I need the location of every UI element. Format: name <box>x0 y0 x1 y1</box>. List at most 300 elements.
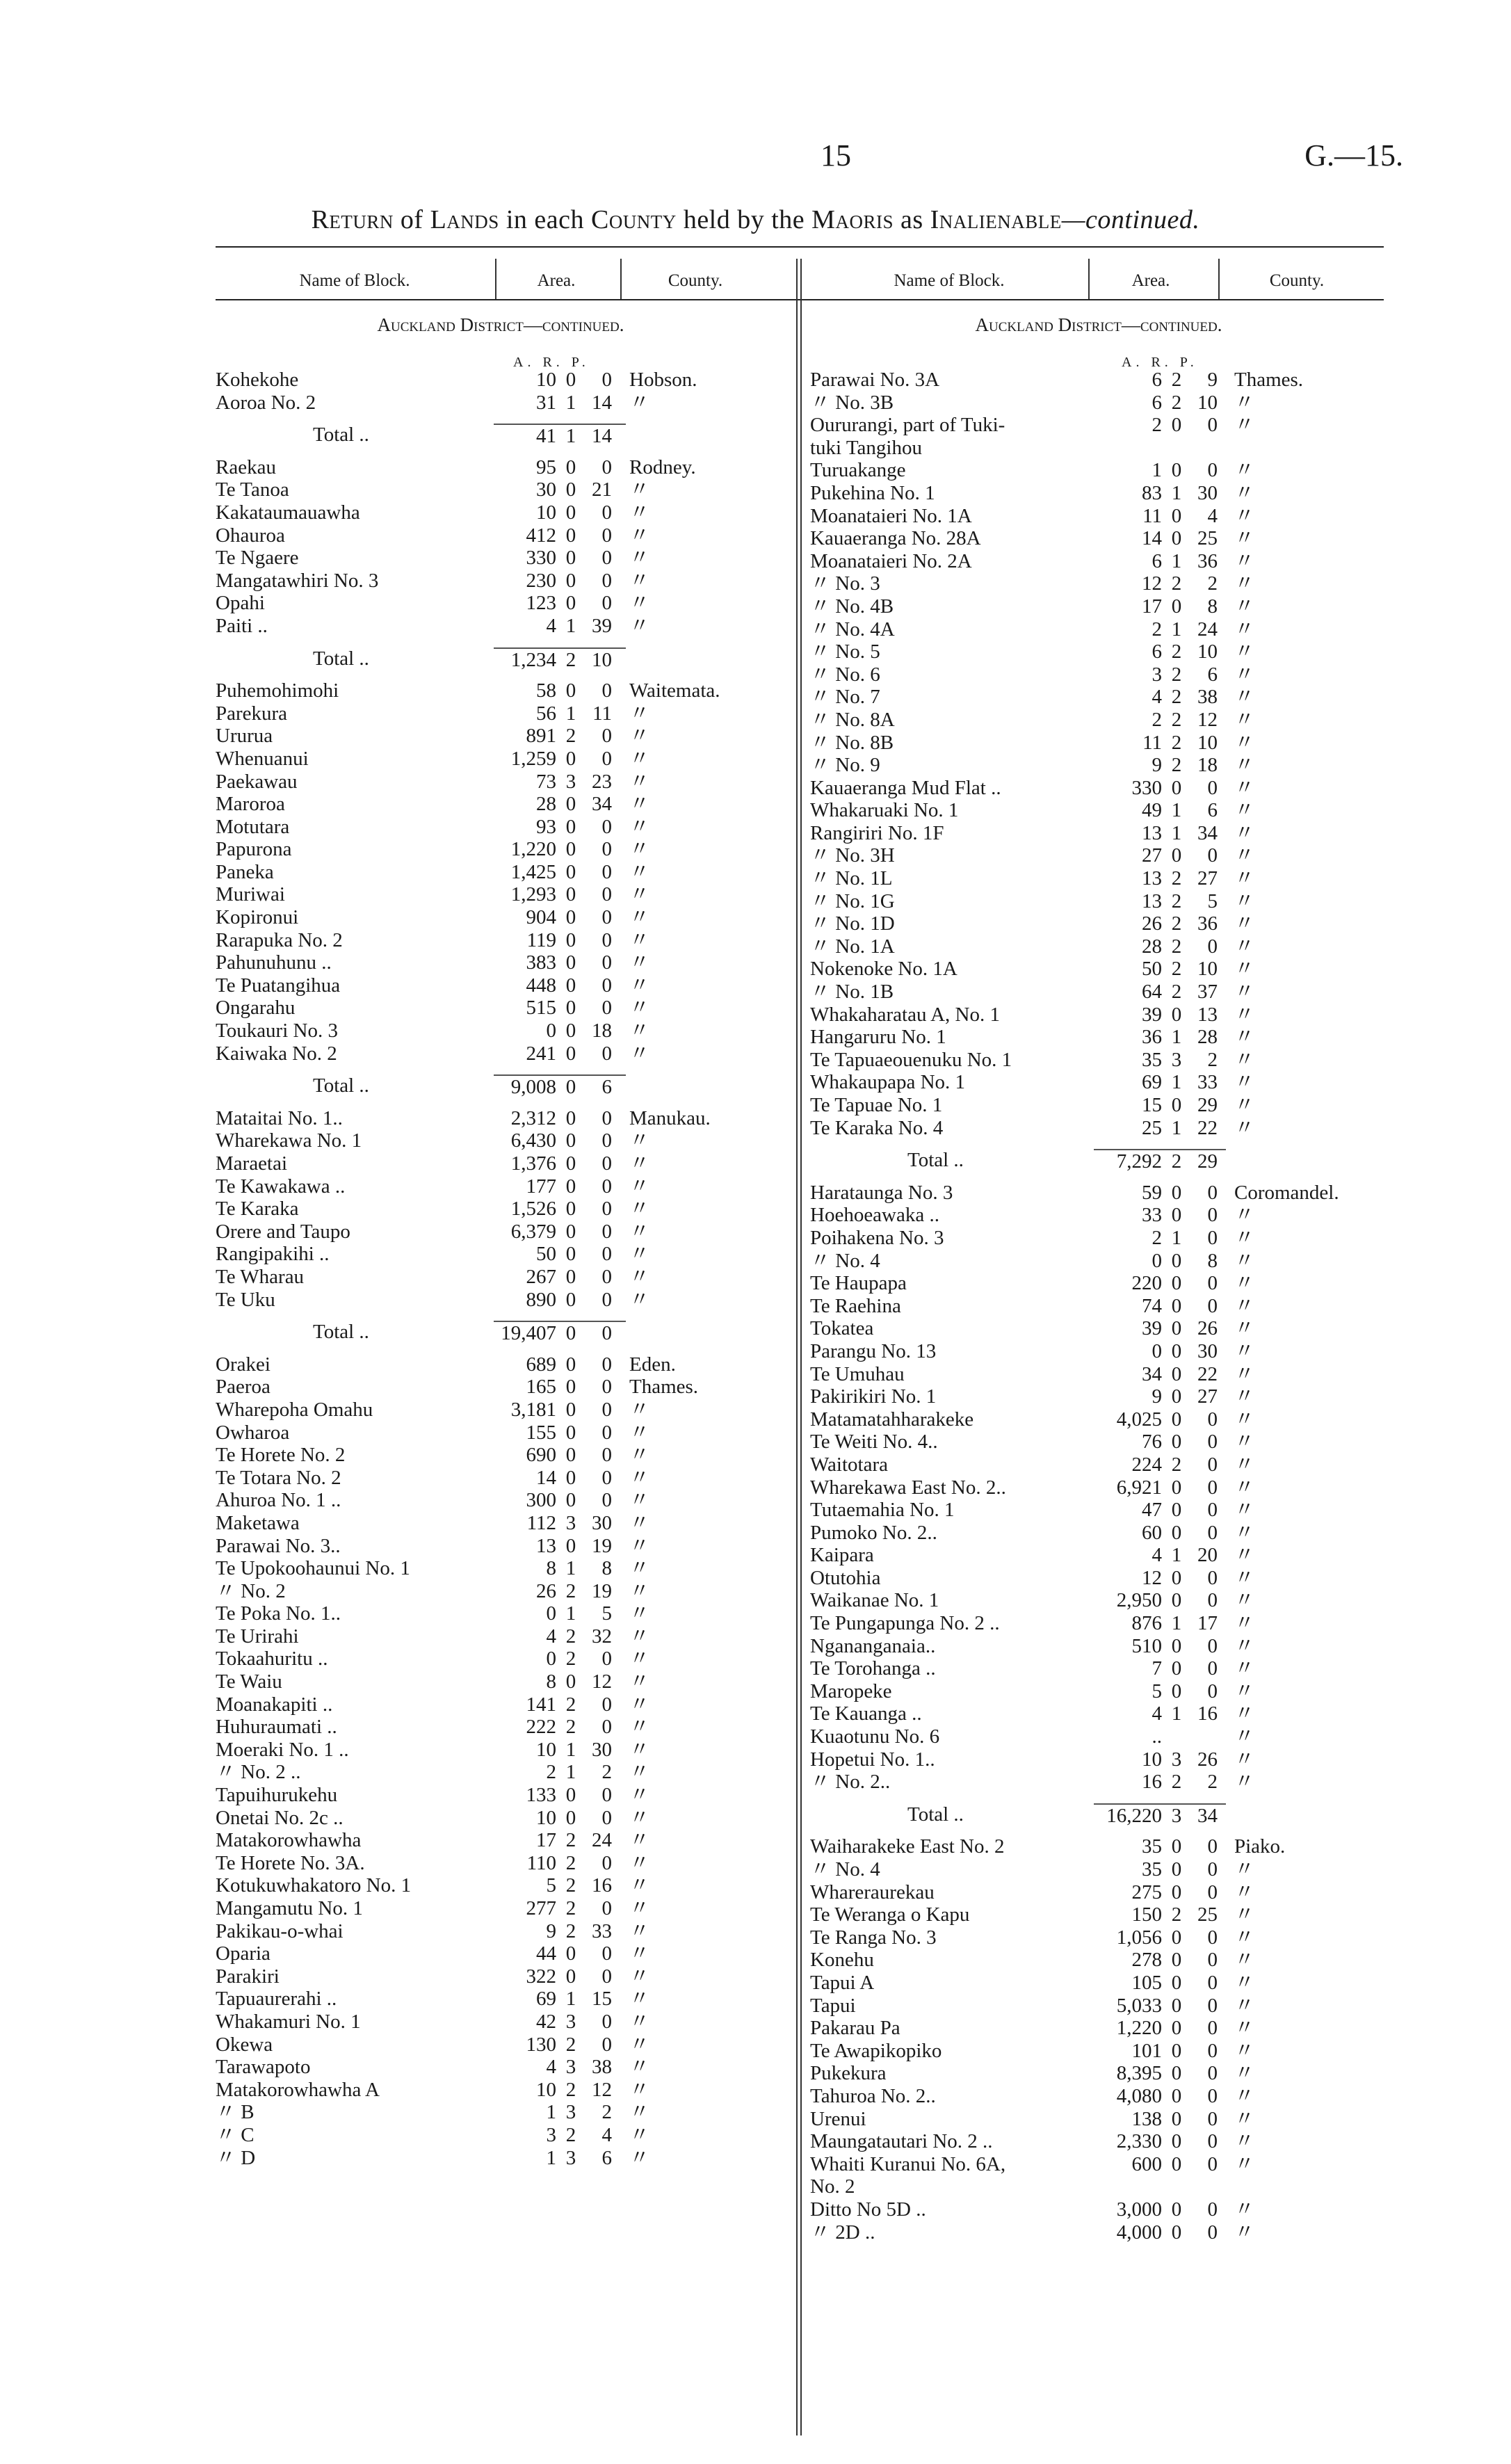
block-name: Waiharakeke East No. 2 <box>810 1835 1005 1858</box>
perches-value: 0 <box>1207 776 1218 799</box>
block-name: 〃 No. 8B <box>810 731 894 754</box>
perches-value: 0 <box>1207 1566 1218 1589</box>
county-cell: 〃 <box>1234 1339 1255 1362</box>
roods-value: 2 <box>1171 889 1182 912</box>
acres-value: 10 <box>536 501 556 524</box>
acres-value: 0 <box>546 1020 556 1042</box>
county-cell: 〃 <box>1234 1362 1255 1385</box>
roods-value: 0 <box>1171 1094 1182 1116</box>
block-name: No. 2 <box>810 2175 855 2198</box>
county-cell: 〃 <box>629 1874 650 1897</box>
area-cell <box>494 771 626 794</box>
area-cell <box>494 1739 626 1762</box>
total-label: Total .. <box>313 424 369 446</box>
area-cell <box>494 1198 626 1221</box>
perches-value: 0 <box>601 1220 612 1243</box>
county-cell: 〃 <box>629 747 650 770</box>
acres-value: 34 <box>1142 1362 1162 1385</box>
perches-value: 0 <box>601 860 612 883</box>
area-cell <box>494 1243 626 1266</box>
acres-value: 0 <box>546 1648 556 1670</box>
county-cell: 〃 <box>629 1398 650 1421</box>
acres-value: 3,000 <box>1116 2198 1162 2221</box>
roods-value: 0 <box>565 1076 576 1099</box>
acres-value: 28 <box>1142 935 1162 958</box>
area-cell <box>494 1784 626 1807</box>
perches-value: 0 <box>601 1806 612 1829</box>
area-cell <box>494 816 626 839</box>
block-name: Te Ngaere <box>216 547 299 570</box>
roods-value: 1 <box>565 391 576 414</box>
area-cell <box>1094 1476 1226 1499</box>
perches-value: 0 <box>601 501 612 524</box>
block-name: Te Kawakawa .. <box>216 1175 346 1198</box>
block-name: Tokatea <box>810 1317 874 1340</box>
roods-value: 3 <box>565 2146 576 2169</box>
perches-value: 38 <box>1197 686 1218 709</box>
roods-value: 0 <box>1171 1994 1182 2017</box>
county-cell: 〃 <box>1234 2062 1255 2085</box>
roods-value: 0 <box>1171 1858 1182 1881</box>
county-cell: 〃 <box>1234 1771 1255 1794</box>
acres-value: 4 <box>546 1625 556 1648</box>
county-cell: 〃 <box>1234 1634 1255 1657</box>
county-cell: 〃 <box>629 569 650 592</box>
roods-value: 0 <box>565 456 576 478</box>
county-cell: 〃 <box>629 1942 650 1965</box>
area-cell <box>494 1648 626 1670</box>
acres-value: 3 <box>546 2123 556 2146</box>
block-name: 〃 No. 5 <box>810 641 880 663</box>
block-name: Whakaupapa No. 1 <box>810 1071 966 1094</box>
acres-value: 0 <box>1152 1339 1162 1362</box>
area-cell <box>1094 1725 1226 1748</box>
perches-value: 2 <box>601 2101 612 2124</box>
county-cell: 〃 <box>1234 867 1255 890</box>
area-cell <box>1094 1635 1226 1658</box>
perches-value: 13 <box>1197 1003 1218 1026</box>
acres-value: 73 <box>536 770 556 793</box>
acres-value: 165 <box>526 1376 556 1399</box>
roods-value: 0 <box>1171 1181 1182 1204</box>
county-cell: 〃 <box>1234 1858 1255 1881</box>
acres-value: 600 <box>1131 2152 1162 2175</box>
county-cell: 〃 <box>629 1220 650 1243</box>
perches-value: 9 <box>1207 369 1218 391</box>
area-cell <box>1094 935 1226 958</box>
block-name: Kopironui <box>216 906 299 929</box>
acres-value: 12 <box>1142 572 1162 595</box>
area-cell <box>1094 2085 1226 2108</box>
block-name: Puhemohimohi <box>216 679 339 702</box>
area-cell <box>1094 1182 1226 1205</box>
district-heading: Auckland District—continued. <box>975 314 1222 335</box>
county-cell: 〃 <box>1234 1408 1255 1431</box>
block-name: Parawai No. 3.. <box>216 1534 341 1557</box>
block-name: Te Urirahi <box>216 1625 299 1648</box>
acres-value: 0 <box>546 1602 556 1625</box>
area-cell <box>1094 1771 1226 1794</box>
acres-value: 1,234 <box>510 648 556 671</box>
roods-value: 2 <box>1171 958 1182 981</box>
county-cell: 〃 <box>1234 1994 1255 2017</box>
county-cell: 〃 <box>1234 1431 1255 1454</box>
area-cell <box>1094 958 1226 981</box>
block-name: Te Torohanga .. <box>810 1657 936 1680</box>
perches-value: 0 <box>601 2010 612 2033</box>
county-cell: 〃 <box>1234 2017 1255 2040</box>
column-divider <box>800 259 802 2435</box>
block-name: Pukehina No. 1 <box>810 481 935 504</box>
roods-value: 0 <box>565 1129 576 1152</box>
acres-value: 5 <box>546 1874 556 1897</box>
roods-value: 0 <box>1171 2039 1182 2062</box>
acres-value: 3 <box>1152 663 1162 686</box>
block-name: Hopetui No. 1.. <box>810 1748 935 1771</box>
roods-value: 1 <box>1171 799 1182 822</box>
block-name: Parangu No. 13 <box>810 1339 937 1362</box>
perches-value: 30 <box>1197 1339 1218 1362</box>
roods-value: 2 <box>565 2123 576 2146</box>
acres-value: 2,950 <box>1116 1589 1162 1612</box>
roods-value: 2 <box>1171 641 1182 663</box>
area-cell <box>494 1074 626 1099</box>
block-name: 〃 No. 1G <box>810 889 895 912</box>
perches-value: 0 <box>1207 2039 1218 2062</box>
acres-value: 13 <box>1142 889 1162 912</box>
roods-value: 0 <box>565 524 576 547</box>
area-cell <box>1094 1499 1226 1522</box>
county-cell: 〃 <box>1234 2084 1255 2107</box>
block-name: Te Poka No. 1.. <box>216 1602 341 1625</box>
county-cell: 〃 <box>629 2078 650 2101</box>
block-name: Tarawapoto <box>216 2056 311 2079</box>
acres-value: 8,395 <box>1116 2062 1162 2085</box>
perches-value: 36 <box>1197 549 1218 572</box>
block-name: Kauaeranga No. 28A <box>810 527 981 550</box>
roods-value: 0 <box>565 592 576 615</box>
county-cell: 〃 <box>1234 481 1255 504</box>
block-name: Kaiwaka No. 2 <box>216 1042 337 1065</box>
block-name: Toukauri No. 3 <box>216 1020 338 1042</box>
total-label: Total .. <box>313 647 369 670</box>
block-name: 〃 No. 3H <box>810 844 895 867</box>
perches-value: 0 <box>601 1851 612 1874</box>
perches-value: 0 <box>1207 2062 1218 2085</box>
acres-value: 230 <box>526 569 556 592</box>
roods-value: 0 <box>565 1670 576 1693</box>
roods-value: 0 <box>1171 1204 1182 1227</box>
perches-value: 0 <box>601 369 612 391</box>
perches-value: 0 <box>1207 1680 1218 1702</box>
roods-value: 0 <box>1171 1362 1182 1385</box>
roods-value: 0 <box>1171 527 1182 550</box>
roods-value: 0 <box>1171 2107 1182 2130</box>
area-cell <box>1094 1004 1226 1026</box>
block-name: 〃 No. 3 <box>810 572 880 595</box>
county-cell: 〃 <box>1234 618 1255 641</box>
roods-value: 0 <box>1171 595 1182 618</box>
county-cell: 〃 <box>629 1489 650 1512</box>
perches-value: 0 <box>601 928 612 951</box>
perches-value: 6 <box>1207 663 1218 686</box>
area-cell <box>494 1020 626 1042</box>
area-cell <box>1094 1680 1226 1703</box>
county-cell: 〃 <box>1234 2198 1255 2221</box>
block-name: Te Tapuaeouenuku No. 1 <box>810 1048 1012 1071</box>
perches-value: 0 <box>601 997 612 1020</box>
area-cell <box>494 838 626 861</box>
area-cell <box>1094 1544 1226 1567</box>
area-cell <box>494 725 626 748</box>
acres-value: 17 <box>536 1829 556 1852</box>
acres-value: 141 <box>526 1693 556 1716</box>
county-cell: 〃 <box>629 1288 650 1311</box>
perches-value: 17 <box>1197 1612 1218 1635</box>
block-name: Hoehoeawaka .. <box>810 1204 939 1227</box>
roods-value: 1 <box>1171 549 1182 572</box>
perches-value: 0 <box>1207 1226 1218 1249</box>
acres-value: 4 <box>1152 686 1162 709</box>
acres-value: 69 <box>1142 1071 1162 1094</box>
acres-value: 0 <box>1152 1249 1162 1272</box>
acres-value: 28 <box>536 793 556 816</box>
acres-value: 220 <box>1131 1272 1162 1295</box>
roods-value: 3 <box>565 1511 576 1534</box>
block-name: 〃 No. 1A <box>810 935 895 958</box>
county-cell: 〃 <box>1234 663 1255 686</box>
area-cell <box>1094 1803 1226 1828</box>
perches-value: 0 <box>601 906 612 929</box>
county-cell: 〃 <box>629 974 650 997</box>
county-cell: 〃 <box>629 906 650 929</box>
area-cell <box>1094 437 1226 460</box>
acres-value: 60 <box>1142 1521 1162 1544</box>
roods-value: 0 <box>565 1243 576 1266</box>
acres-value: 6,379 <box>510 1220 556 1243</box>
roods-value: 0 <box>565 679 576 702</box>
roods-value: 0 <box>1171 1476 1182 1499</box>
block-name: Konehu <box>810 1949 874 1972</box>
block-name: 〃 B <box>216 2101 254 2124</box>
roods-value: 1 <box>1171 481 1182 504</box>
roods-value: 1 <box>565 1602 576 1625</box>
roods-value: 0 <box>565 501 576 524</box>
area-cell <box>494 861 626 884</box>
area-cell <box>1094 1972 1226 1995</box>
block-name: Paiti .. <box>216 614 268 637</box>
roods-value: 0 <box>565 974 576 997</box>
perches-value: 0 <box>601 1243 612 1266</box>
perches-value: 0 <box>1207 935 1218 958</box>
roods-value: 1 <box>1171 1544 1182 1567</box>
perches-value: 2 <box>1207 1048 1218 1071</box>
roods-value: 0 <box>565 1398 576 1421</box>
roods-value: 0 <box>1171 1835 1182 1858</box>
county-cell: 〃 <box>1234 1725 1255 1748</box>
roods-value: 0 <box>1171 776 1182 799</box>
roods-value: 0 <box>1171 1521 1182 1544</box>
acres-value: 278 <box>1131 1949 1162 1972</box>
roods-value: 2 <box>565 1851 576 1874</box>
header-rule-top <box>216 246 1384 248</box>
county-cell: 〃 <box>629 1421 650 1444</box>
perches-value: 0 <box>601 456 612 478</box>
acres-value: 1,376 <box>510 1152 556 1175</box>
perches-value: 8 <box>1207 1249 1218 1272</box>
roods-value: 0 <box>1171 1272 1182 1295</box>
acres-value: 4,025 <box>1116 1408 1162 1431</box>
block-name: Te Karaka <box>216 1198 299 1221</box>
perches-value: 0 <box>601 1322 612 1345</box>
county-cell: 〃 <box>629 951 650 974</box>
perches-value: 10 <box>1197 641 1218 663</box>
area-cell <box>1094 1949 1226 1972</box>
roods-value: 3 <box>565 2010 576 2033</box>
county-cell: 〃 <box>1234 1272 1255 1295</box>
acres-value: 9 <box>546 1919 556 1942</box>
area-cell <box>1094 1071 1226 1094</box>
area-cell <box>1094 1385 1226 1408</box>
roods-value: 0 <box>565 1942 576 1965</box>
acres-value: 322 <box>526 1965 556 1988</box>
perches-value: 0 <box>601 838 612 861</box>
perches-value: 0 <box>1207 1499 1218 1522</box>
acres-value: 9 <box>1152 1385 1162 1408</box>
county-cell: 〃 <box>629 1648 650 1670</box>
perches-value: 8 <box>601 1557 612 1580</box>
perches-value: 22 <box>1197 1362 1218 1385</box>
roods-value: 1 <box>1171 1071 1182 1094</box>
area-cell <box>494 1289 626 1312</box>
col-header-name: Name of Block. <box>894 271 1005 290</box>
perches-value: 29 <box>1197 1094 1218 1116</box>
acres-value: 33 <box>1142 1204 1162 1227</box>
area-cell <box>1094 777 1226 800</box>
acres-value: 7 <box>1152 1657 1162 1680</box>
block-name: Kakataumauawha <box>216 501 360 524</box>
block-name: Parawai No. 3A <box>810 369 940 391</box>
county-cell: 〃 <box>629 2101 650 2124</box>
acres-value: 150 <box>1131 1903 1162 1926</box>
roods-value: 2 <box>565 2078 576 2101</box>
area-cell <box>1094 1317 1226 1340</box>
area-cell <box>494 1716 626 1739</box>
county-cell: 〃 <box>629 1243 650 1266</box>
county-cell: 〃 <box>1234 2039 1255 2062</box>
roods-value: 2 <box>1171 369 1182 391</box>
roods-value: 0 <box>565 478 576 501</box>
county-cell: 〃 <box>1234 1949 1255 1972</box>
block-name: 〃 No. 4B <box>810 595 894 618</box>
roods-value: 0 <box>1171 1634 1182 1657</box>
county-cell: 〃 <box>1234 708 1255 731</box>
roods-value: 1 <box>1171 821 1182 844</box>
county-cell: 〃 <box>1234 1566 1255 1589</box>
acres-value: 330 <box>1131 776 1162 799</box>
roods-value: 0 <box>565 1489 576 1512</box>
roods-value: 2 <box>1171 731 1182 754</box>
county-cell: 〃 <box>1234 1702 1255 1725</box>
acres-value: 123 <box>526 592 556 615</box>
acres-value: 27 <box>1142 844 1162 867</box>
area-cell <box>494 424 626 448</box>
block-name: Moanataieri No. 1A <box>810 504 972 527</box>
perches-value: 0 <box>601 592 612 615</box>
perches-value: 19 <box>592 1579 612 1602</box>
roods-value: 0 <box>565 1042 576 1065</box>
area-cell <box>1094 1858 1226 1881</box>
block-name: Moeraki No. 1 .. <box>216 1738 349 1761</box>
area-cell <box>494 615 626 638</box>
document-reference: G.—15. <box>1304 138 1403 172</box>
area-cell <box>494 748 626 771</box>
acres-value: 412 <box>526 524 556 547</box>
roods-value: 0 <box>1171 2017 1182 2040</box>
county-cell: 〃 <box>1234 1317 1255 1340</box>
area-cell <box>494 1321 626 1345</box>
block-name: Paekawau <box>216 770 298 793</box>
county-cell: 〃 <box>629 815 650 838</box>
perches-value: 14 <box>592 425 612 448</box>
acres-value: 74 <box>1142 1294 1162 1317</box>
block-name: Maropeke <box>810 1680 892 1702</box>
perches-value: 0 <box>1207 459 1218 482</box>
area-cell <box>1094 822 1226 845</box>
roods-value: 1 <box>565 614 576 637</box>
acres-value: 76 <box>1142 1431 1162 1454</box>
area-cell <box>494 1965 626 1988</box>
perches-value: 12 <box>592 1670 612 1693</box>
perches-value: 0 <box>601 569 612 592</box>
county-cell: 〃 <box>1234 2107 1255 2130</box>
roods-value: 0 <box>565 1288 576 1311</box>
county-cell: Thames. <box>1234 369 1304 391</box>
block-name: Whaiti Kuranui No. 6A, <box>810 2152 1006 2175</box>
area-cell <box>1094 799 1226 822</box>
county-cell: 〃 <box>629 1897 650 1919</box>
perches-value: 33 <box>1197 1071 1218 1094</box>
roods-value: 2 <box>1171 663 1182 686</box>
county-cell: 〃 <box>1234 1026 1255 1049</box>
block-name: Te Weiti No. 4.. <box>810 1431 938 1454</box>
page-number: 15 <box>821 138 851 172</box>
area-cell <box>494 883 626 906</box>
acres-value: 69 <box>536 1988 556 2011</box>
county-cell: 〃 <box>629 1175 650 1198</box>
acres-value: 9 <box>1152 754 1162 777</box>
acres-value: 30 <box>536 478 556 501</box>
block-name: Onetai No. 2c .. <box>216 1806 344 1829</box>
perches-value: 0 <box>1207 2084 1218 2107</box>
block-name: 〃 No. 3B <box>810 391 894 414</box>
perches-value: 0 <box>1207 1181 1218 1204</box>
perches-value: 26 <box>1197 1317 1218 1340</box>
acres-value: 13 <box>1142 821 1162 844</box>
roods-value: 0 <box>565 883 576 906</box>
area-cell <box>494 974 626 997</box>
roods-value: 2 <box>1171 1903 1182 1926</box>
area-cell <box>494 592 626 615</box>
area-cell <box>1094 1589 1226 1612</box>
county-cell: 〃 <box>1234 1657 1255 1680</box>
perches-value: 23 <box>592 770 612 793</box>
block-name: 〃 No. 4 <box>810 1249 880 1272</box>
roods-value: 3 <box>565 770 576 793</box>
perches-value: 0 <box>601 1398 612 1421</box>
roods-value: 0 <box>565 1806 576 1829</box>
block-name: Maraetai <box>216 1152 288 1175</box>
